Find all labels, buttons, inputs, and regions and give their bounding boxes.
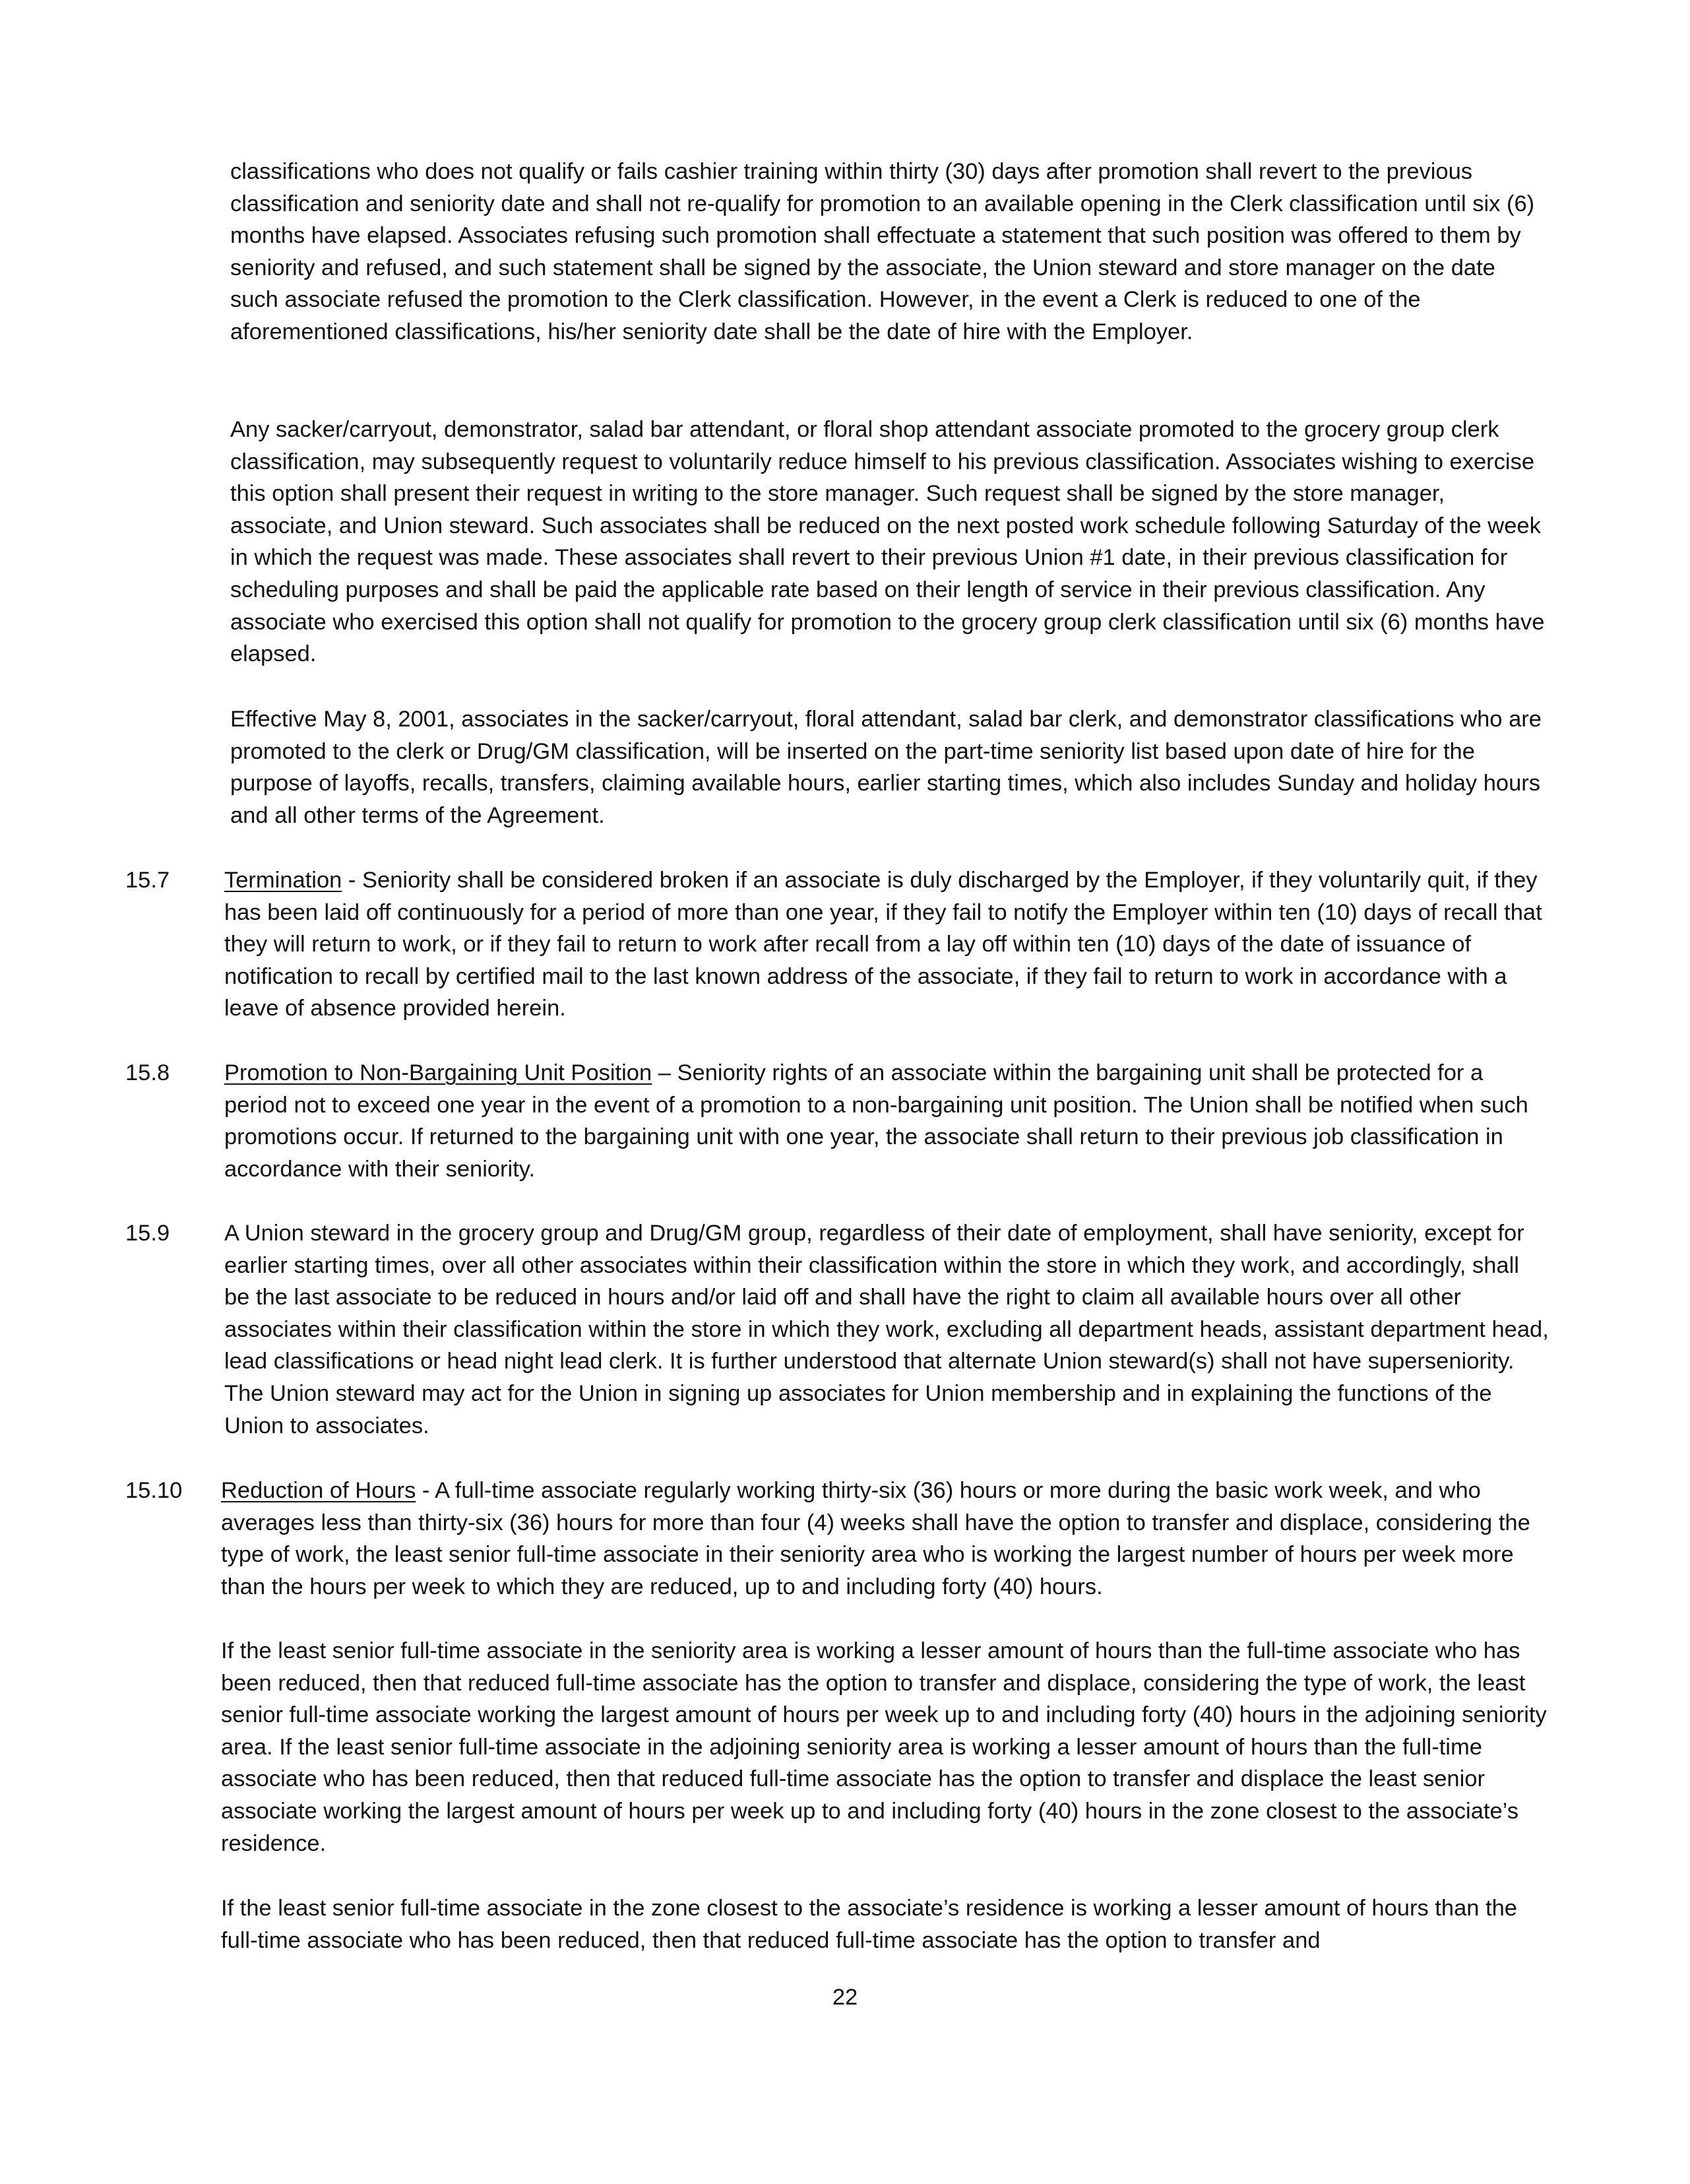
voluntary-reduction-paragraph: Any sacker/carryout, demonstrator, salad bar attendant, or floral shop attendant associate promoted to the grocery group clerk classification, may subsequently request to voluntarily reduce himself to his previous classification. Associates wishing to exercise this option shall present their request in writing to the store manager. Such request shall be signed by the store manager, associate, and Union steward. Such associates shall be reduced on the next posted work schedule following Saturday of the week in which the request was made. These associates shall revert to their previous Union #1 date, in their previous classification for scheduling purposes and shall be paid the applicable rate based on their length of service in their previous classification. Any associate who exercised this option shall not qualify for promotion to the grocery group clerk classification until six (6) months have elapsed. <box>230 417 1545 667</box>
section-separator: - <box>416 1478 435 1503</box>
section-15-7-text <box>224 864 1550 1025</box>
page-number: 22 <box>832 1985 858 2010</box>
continuation-paragraph: classifications who does not qualify or fails cashier training within thirty (30) days after promotion shall revert to the previous classification and seniority date and shall not re-qualify for promotion to an available opening in the Clerk classification until six (6) months have elapsed. Associates refusing such promotion shall effectuate a statement that such position was offered to them by seniority and refused, and such statement shall be signed by the associate, the Union steward and store manager on the date such associate refused the promotion to the Clerk classification. However, in the event a Clerk is reduced to one of the aforementioned classifications, his/her seniority date shall be the date of hire with the Employer. <box>230 159 1535 344</box>
least-senior-adjoining-paragraph: If the least senior full-time associate in the seniority area is working a lesser amount of hours than the full-time associate who has been reduced, then that reduced full-time associate has the option to transfer and displace, considering the type of work, the least senior full-time associate working the largest amount of hours per week up to and including forty (40) hours in the adjoining seniority area. If the least senior full-time associate in the adjoining seniority area is working a lesser amount of hours than the full-time associate who has been reduced, then that reduced full-time associate has the option to transfer and displace the least senior associate working the largest amount of hours per week up to and including forty (40) hours in the zone closest to the associate’s residence. <box>221 1638 1547 1856</box>
section-number-15-10: 15.10 <box>125 1478 183 1503</box>
section-15-10-text <box>221 1475 1550 1603</box>
section-body: A full-time associate regularly working thirty-six (36) hours or more during the basic work week, and who averages less than thirty-six (36) hours for more than four (4) weeks shall have the option to transfer and displace, considering the type of work, the least senior full-time associate in their seniority area who is working the largest number of hours per week more than the hours per week to which they are reduced, up to and including forty (40) hours. <box>221 1478 1530 1599</box>
section-separator: – <box>652 1060 677 1085</box>
section-15-8-text <box>224 1057 1550 1185</box>
section-body: Seniority shall be considered broken if an associate is duly discharged by the Employer, if they voluntarily quit, if they has been laid off continuously for a period of more than one year, if they fail to notify the Employer within ten (10) days of recall that they will return to work, or if they fail to return to work after recall from a lay off within ten (10) days of the date of issuance of notification to recall by certified mail to the last known address of the associate, if they fail to return to work in accordance with a leave of absence provided herein. <box>224 868 1542 1021</box>
least-senior-zone-paragraph: If the least senior full-time associate in the zone closest to the associate’s residence is working a lesser amount of hours than the full-time associate who has been reduced, then that reduced full-time associate has the option to transfer and <box>221 1896 1517 1953</box>
effective-2001-paragraph: Effective May 8, 2001, associates in the sacker/carryout, floral attendant, salad bar clerk, and demonstrator classifications who are promoted to the clerk or Drug/GM classification, will be inserted on the part-time seniority list based upon date of hire for the purpose of layoffs, recalls, transfers, claiming available hours, earlier starting times, which also includes Sunday and holiday hours and all other terms of the Agreement. <box>230 707 1542 828</box>
section-title-termination: Termination <box>224 868 342 893</box>
section-body: Seniority rights of an associate within the bargaining unit shall be protected for a period not to exceed one year in the event of a promotion to a non-bargaining unit position. The Union shall be notified when such promotions occur. If returned to the bargaining unit with one year, the associate shall return to their previous job classification in accordance with their seniority. <box>224 1060 1528 1182</box>
section-number-15-8: 15.8 <box>125 1060 170 1085</box>
section-separator: - <box>342 868 363 893</box>
section-title-reduction-of-hours: Reduction of Hours <box>221 1478 416 1503</box>
section-title-promotion: Promotion to Non-Bargaining Unit Position <box>224 1060 652 1085</box>
section-15-9-text: A Union steward in the grocery group and Drug/GM group, regardless of their date of employment, shall have seniority, except for earlier starting times, over all other associates within their classification within the store in which they work, and accordingly, shall be the last associate to be reduced in hours and/or laid off and shall have the right to claim all available hours over all other associates within their classification within the store in which they work, excluding all department heads, assistant department head, lead classifications or head night lead clerk. It is further understood that alternate Union steward(s) shall not have superseniority. The Union steward may act for the Union in signing up associates for Union membership and in explaining the functions of the Union to associates. <box>224 1221 1549 1438</box>
section-number-15-9: 15.9 <box>125 1221 170 1246</box>
section-number-15-7: 15.7 <box>125 868 170 893</box>
